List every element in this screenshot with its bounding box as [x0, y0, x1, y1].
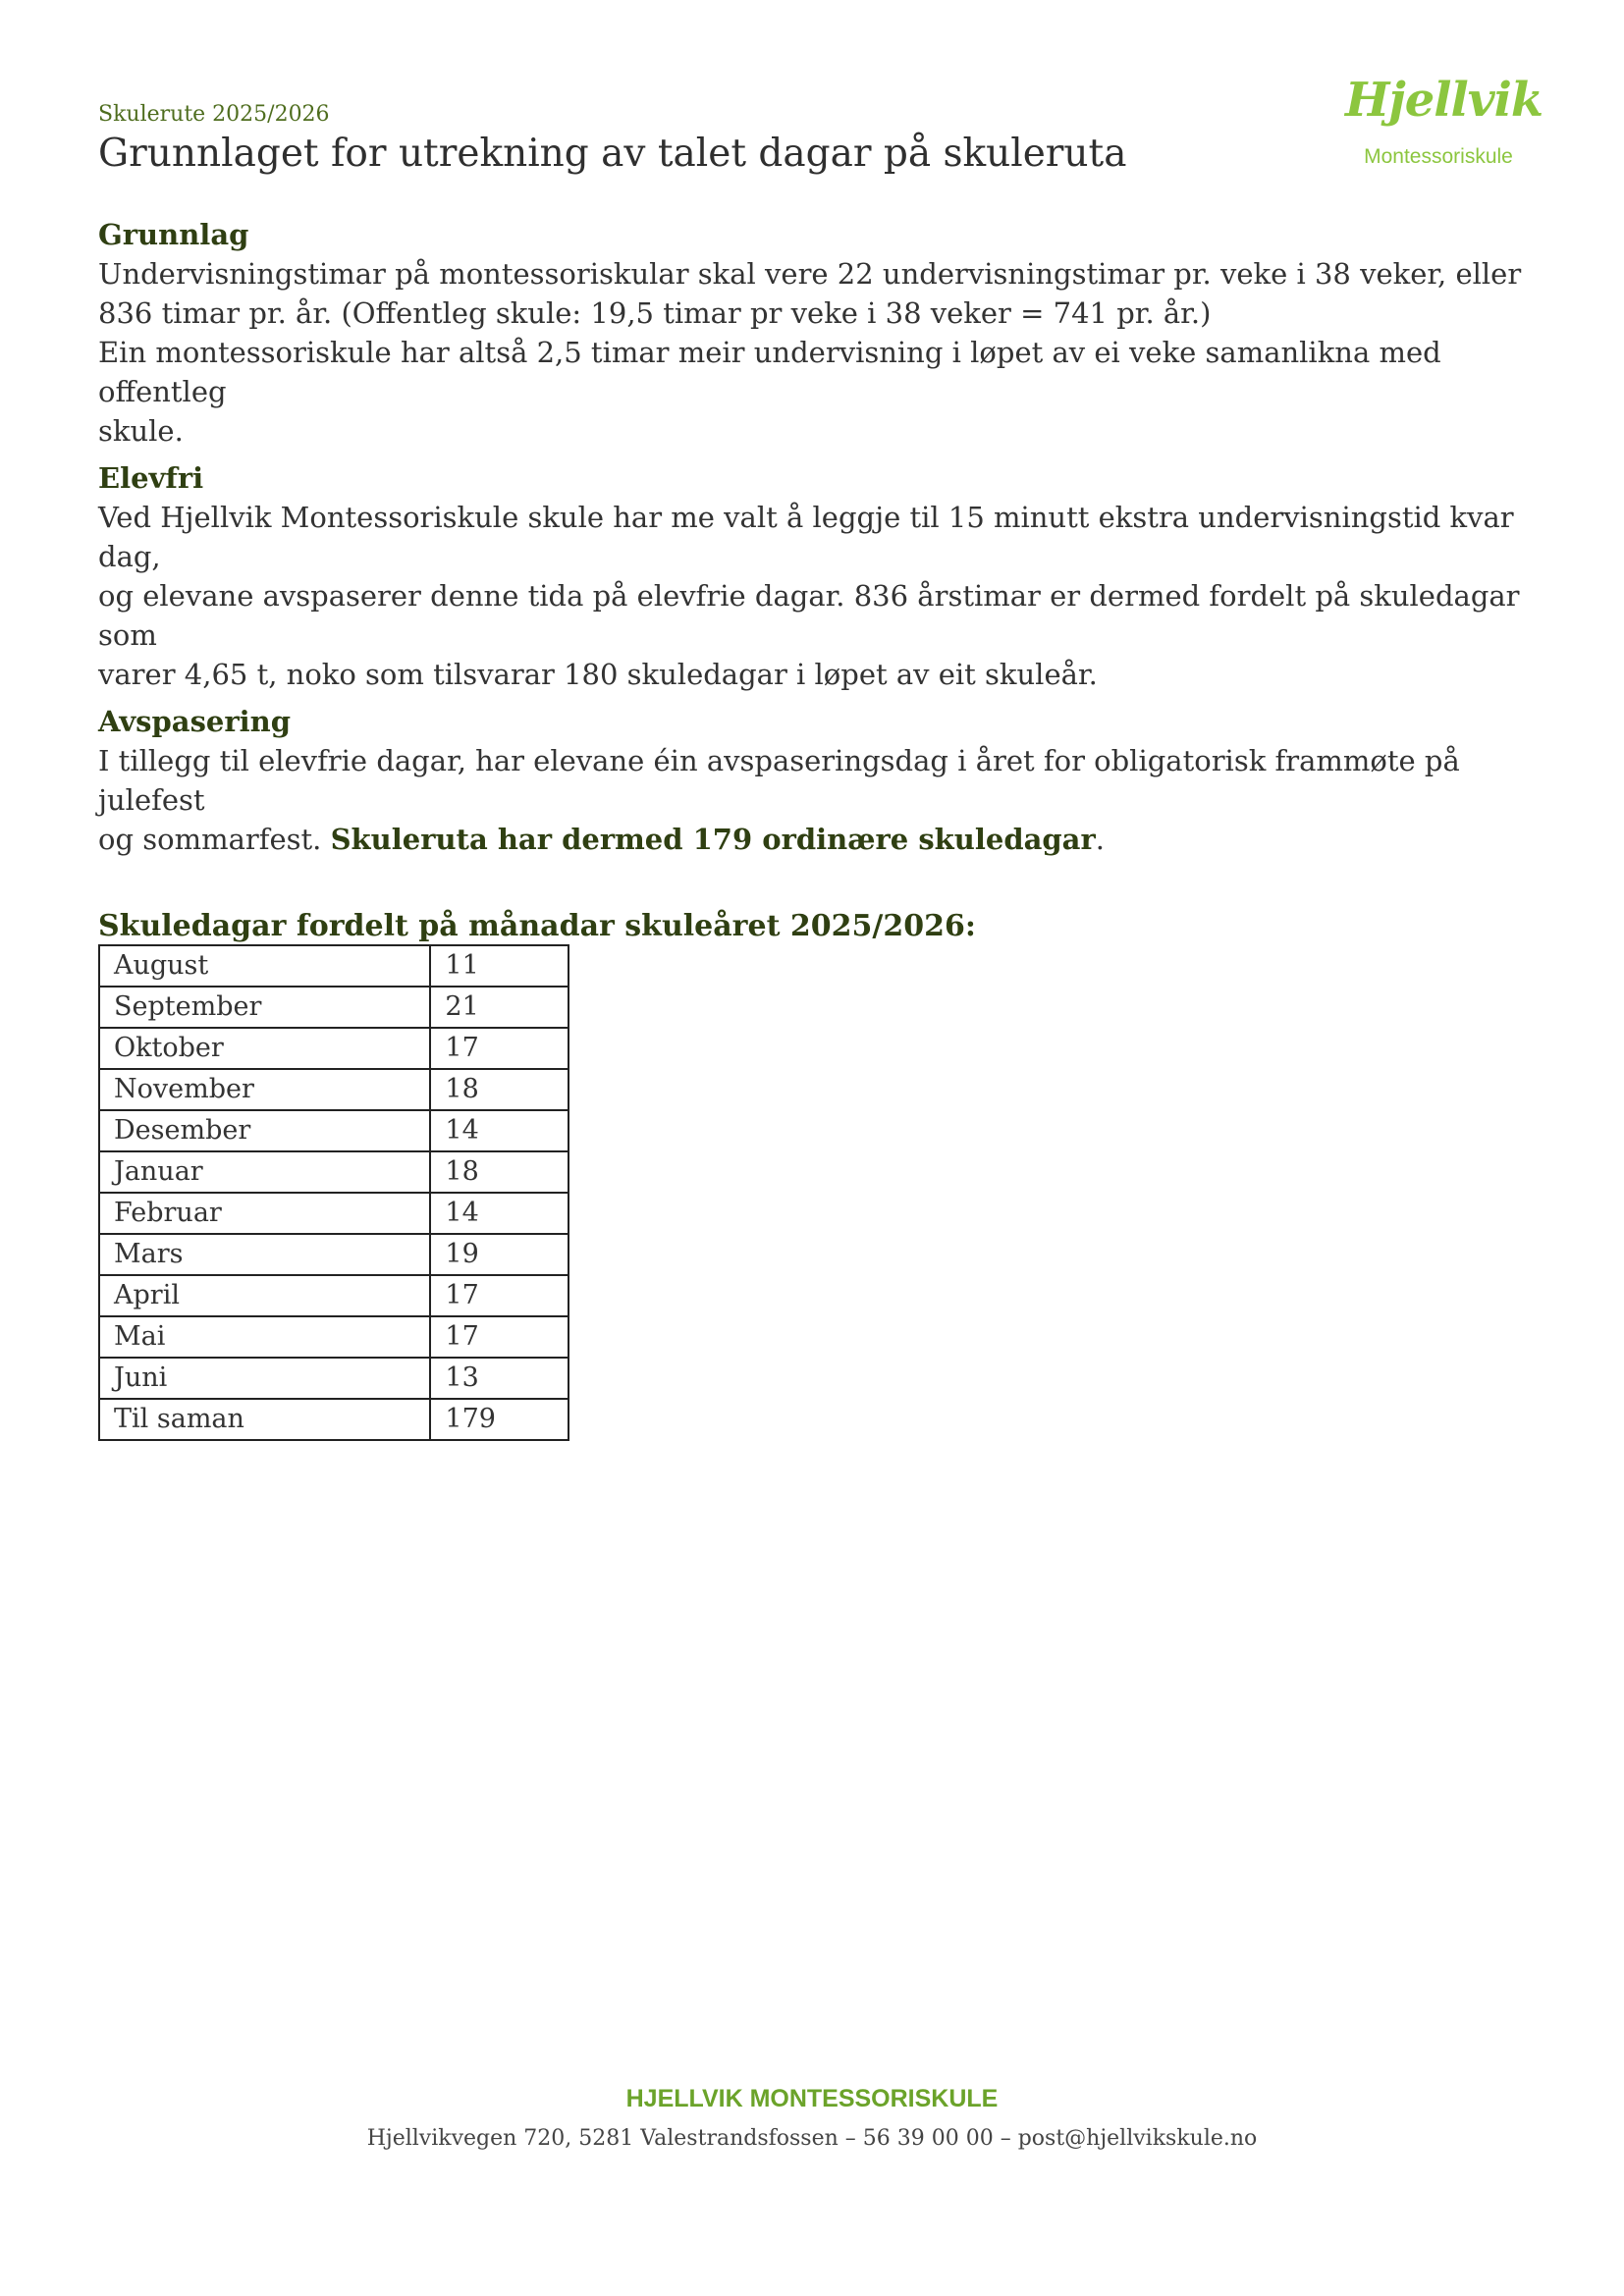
school-logo — [1345, 73, 1543, 175]
section-avspasering — [98, 703, 1551, 859]
table-heading: Skuledagar fordelt på månadar skuleåret 2025/2026: — [98, 909, 976, 943]
days-cell: 21 — [430, 987, 568, 1028]
month-cell: Oktober — [99, 1028, 430, 1069]
total-days-cell: 179 — [430, 1399, 568, 1440]
grunnlag-line-3: Ein montessoriskule har altså 2,5 timar meir undervisning i løpet av ei veke samanlikna med offentleg — [98, 336, 1441, 409]
days-cell: 17 — [430, 1275, 568, 1316]
grunnlag-line-1: Undervisningstimar på montessoriskular skal vere 22 undervisningstimar pr. veke i 38 veker, eller — [98, 257, 1522, 292]
days-cell: 11 — [430, 945, 568, 987]
logo-subtitle: Montessoriskule — [1364, 145, 1513, 168]
month-cell: November — [99, 1069, 430, 1110]
days-cell: 19 — [430, 1234, 568, 1275]
month-cell: April — [99, 1275, 430, 1316]
days-cell: 18 — [430, 1151, 568, 1193]
days-cell: 17 — [430, 1028, 568, 1069]
footer-school-name: HJELLVIK MONTESSORISKULE — [625, 2085, 999, 2112]
table-row — [99, 945, 568, 987]
avspasering-bold-statement: Skuleruta har dermed 179 ordinære skuledagar — [330, 823, 1096, 857]
total-label-cell: Til saman — [99, 1399, 430, 1440]
month-cell: Juni — [99, 1358, 430, 1399]
table-row — [99, 1110, 568, 1151]
avspasering-line-1: I tillegg til elevfrie dagar, har elevane éin avspaseringsdag i året for obligatorisk frammøte på julefest — [98, 744, 1460, 818]
school-days-table — [98, 944, 569, 1441]
month-cell: August — [99, 945, 430, 987]
section-heading-grunnlag: Grunnlag — [98, 218, 249, 251]
month-cell: Mai — [99, 1316, 430, 1358]
document-label: Skulerute 2025/2026 — [98, 102, 330, 127]
table-row — [99, 1358, 568, 1399]
grunnlag-line-2: 836 timar pr. år. (Offentleg skule: 19,5 timar pr veke i 38 veker = 741 pr. år.) — [98, 296, 1212, 331]
table-row — [99, 1275, 568, 1316]
elevfri-line-3: varer 4,65 t, noko som tilsvarar 180 skuledagar i løpet av eit skuleår. — [98, 658, 1098, 692]
footer-address: Hjellvikvegen 720, 5281 Valestrandsfossen – 56 39 00 00 – post@hjellvikskule.no — [366, 2126, 1258, 2151]
days-cell: 17 — [430, 1316, 568, 1358]
table-row — [99, 1316, 568, 1358]
month-cell: September — [99, 987, 430, 1028]
table-row — [99, 1151, 568, 1193]
avspasering-line-2-end: . — [1095, 823, 1105, 857]
days-cell: 14 — [430, 1110, 568, 1151]
table-row — [99, 987, 568, 1028]
days-cell: 13 — [430, 1358, 568, 1399]
month-cell: Mars — [99, 1234, 430, 1275]
month-cell: Februar — [99, 1193, 430, 1234]
table-total-row — [99, 1399, 568, 1440]
avspasering-line-2 — [98, 820, 1551, 859]
section-heading-elevfri: Elevfri — [98, 461, 204, 495]
table-row — [99, 1193, 568, 1234]
elevfri-line-1: Ved Hjellvik Montessoriskule skule har me valt å leggje til 15 minutt ekstra undervisningstid kvar dag, — [98, 501, 1514, 574]
table-row — [99, 1069, 568, 1110]
days-cell: 18 — [430, 1069, 568, 1110]
table-row — [99, 1028, 568, 1069]
table-row — [99, 1234, 568, 1275]
month-cell: Januar — [99, 1151, 430, 1193]
section-heading-avspasering: Avspasering — [98, 705, 292, 738]
logo-script-text: Hjellvik — [1345, 73, 1543, 128]
month-cell: Desember — [99, 1110, 430, 1151]
days-cell: 14 — [430, 1193, 568, 1234]
elevfri-line-2: og elevane avspaserer denne tida på elevfrie dagar. 836 årstimar er dermed fordelt på skuledagar som — [98, 579, 1520, 653]
page-title: Grunnlaget for utrekning av talet dagar på skuleruta — [98, 132, 1127, 176]
avspasering-line-2-start: og sommarfest. — [98, 823, 331, 857]
section-grunnlag — [98, 216, 1551, 451]
section-elevfri — [98, 459, 1551, 694]
grunnlag-line-4: skule. — [98, 414, 184, 449]
